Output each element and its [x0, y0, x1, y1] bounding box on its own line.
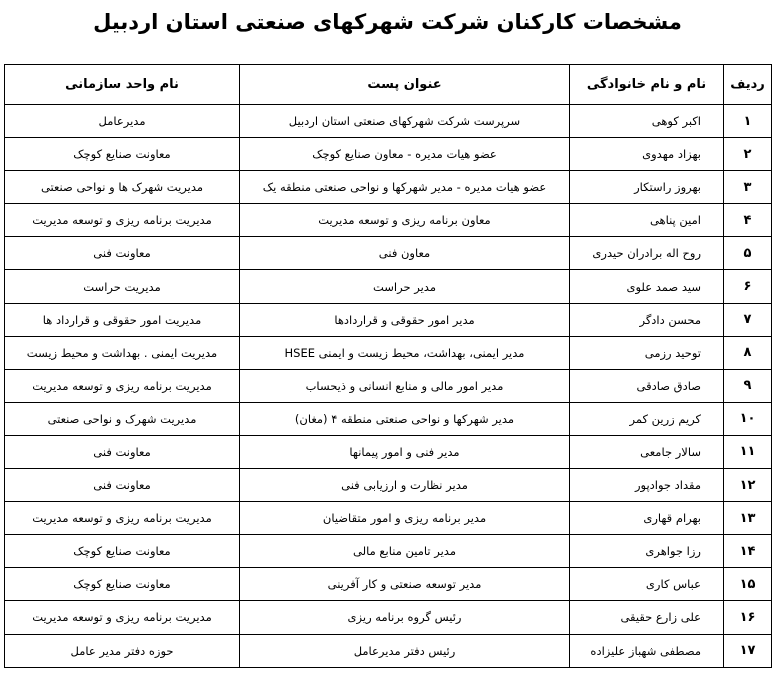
page-title: مشخصات کارکنان شرکت شهرکهای صنعتی استان اردبیل	[93, 10, 682, 34]
row-post: مدیر نظارت و ارزیابی فنی	[240, 469, 570, 502]
row-index: ۳	[724, 171, 772, 204]
row-post: مدیر امور حقوقی و قراردادها	[240, 303, 570, 336]
row-index: ۱۰	[724, 402, 772, 435]
row-index: ۲	[724, 138, 772, 171]
row-name: مصطفی شهباز علیزاده	[570, 634, 724, 667]
table-row	[5, 303, 772, 336]
row-post: معاون برنامه ریزی و توسعه مدیریت	[240, 204, 570, 237]
row-unit: معاونت فنی	[5, 435, 240, 468]
row-name: عباس کاری	[570, 568, 724, 601]
row-index: ۱۶	[724, 601, 772, 634]
row-post: عضو هیات مدیره - معاون صنایع کوچک	[240, 138, 570, 171]
header-index: ردیف	[724, 65, 772, 105]
header-unit: نام واحد سازمانی	[5, 65, 240, 105]
table-row	[5, 435, 772, 468]
row-index: ۱۴	[724, 535, 772, 568]
table-row	[5, 105, 772, 138]
row-index: ۱۵	[724, 568, 772, 601]
row-unit: مدیریت برنامه ریزی و توسعه مدیریت	[5, 601, 240, 634]
row-post: معاون فنی	[240, 237, 570, 270]
row-name: بهزاد مهدوی	[570, 138, 724, 171]
row-name: سالار جامعی	[570, 435, 724, 468]
row-post: مدیر برنامه ریزی و امور متقاضیان	[240, 502, 570, 535]
row-unit: مدیریت برنامه ریزی و توسعه مدیریت	[5, 369, 240, 402]
row-unit: مدیرعامل	[5, 105, 240, 138]
row-index: ۱	[724, 105, 772, 138]
row-post: عضو هیات مدیره - مدیر شهرکها و نواحی صنعتی منطقه یک	[240, 171, 570, 204]
row-name: اکبر کوهی	[570, 105, 724, 138]
row-unit: مدیریت برنامه ریزی و توسعه مدیریت	[5, 204, 240, 237]
staff-table	[4, 64, 772, 668]
row-unit: معاونت صنایع کوچک	[5, 535, 240, 568]
row-unit: مدیریت شهرک و نواحی صنعتی	[5, 402, 240, 435]
table-row	[5, 634, 772, 667]
row-unit: مدیریت ایمنی . بهداشت و محیط زیست	[5, 336, 240, 369]
row-name: توحید رزمی	[570, 336, 724, 369]
row-name: بهرام قهاری	[570, 502, 724, 535]
row-unit: مدیریت امور حقوقی و قرارداد ها	[5, 303, 240, 336]
table-row	[5, 402, 772, 435]
table-row	[5, 138, 772, 171]
table-body	[5, 105, 772, 668]
row-index: ۶	[724, 270, 772, 303]
table-row	[5, 469, 772, 502]
row-post: مدیر ایمنی، بهداشت، محیط زیست و ایمنی HSEE	[240, 336, 570, 369]
row-unit: مدیریت برنامه ریزی و توسعه مدیریت	[5, 502, 240, 535]
row-index: ۱۲	[724, 469, 772, 502]
table-row	[5, 204, 772, 237]
row-index: ۱۷	[724, 634, 772, 667]
row-name: محسن دادگر	[570, 303, 724, 336]
row-name: بهروز راستکار	[570, 171, 724, 204]
row-name: مقداد جوادپور	[570, 469, 724, 502]
row-name: سید صمد علوی	[570, 270, 724, 303]
row-post: مدیر تامین منابع مالی	[240, 535, 570, 568]
row-post: مدیر فنی و امور پیمانها	[240, 435, 570, 468]
row-post: مدیر حراست	[240, 270, 570, 303]
row-unit: حوزه دفتر مدیر عامل	[5, 634, 240, 667]
table-header-row	[5, 65, 772, 105]
row-index: ۴	[724, 204, 772, 237]
row-index: ۱۱	[724, 435, 772, 468]
row-post: سرپرست شرکت شهرکهای صنعتی استان اردبیل	[240, 105, 570, 138]
row-name: روح اله برادران حیدری	[570, 237, 724, 270]
row-post: رئیس دفتر مدیرعامل	[240, 634, 570, 667]
table-row	[5, 237, 772, 270]
row-post: رئیس گروه برنامه ریزی	[240, 601, 570, 634]
table-row	[5, 369, 772, 402]
row-name: کریم زرین کمر	[570, 402, 724, 435]
row-index: ۱۳	[724, 502, 772, 535]
row-index: ۷	[724, 303, 772, 336]
row-name: رزا جواهری	[570, 535, 724, 568]
table-row	[5, 535, 772, 568]
row-index: ۵	[724, 237, 772, 270]
row-index: ۹	[724, 369, 772, 402]
row-name: علی زارع حقیقی	[570, 601, 724, 634]
table-row	[5, 336, 772, 369]
table-row	[5, 270, 772, 303]
table-row	[5, 502, 772, 535]
table-row	[5, 171, 772, 204]
row-unit: مدیریت حراست	[5, 270, 240, 303]
table-row	[5, 601, 772, 634]
row-name: صادق صادقی	[570, 369, 724, 402]
row-name: امین پناهی	[570, 204, 724, 237]
header-post: عنوان پست	[240, 65, 570, 105]
row-unit: معاونت فنی	[5, 469, 240, 502]
row-post: مدیر شهرکها و نواحی صنعتی منطقه ۴ (مغان)	[240, 402, 570, 435]
row-post: مدیر توسعه صنعتی و کار آفرینی	[240, 568, 570, 601]
table-row	[5, 568, 772, 601]
row-unit: مدیریت شهرک ها و نواحی صنعتی	[5, 171, 240, 204]
row-unit: معاونت صنایع کوچک	[5, 568, 240, 601]
row-unit: معاونت صنایع کوچک	[5, 138, 240, 171]
row-index: ۸	[724, 336, 772, 369]
header-name: نام و نام خانوادگی	[570, 65, 724, 105]
row-post: مدیر امور مالی و منابع انسانی و ذیحساب	[240, 369, 570, 402]
row-unit: معاونت فنی	[5, 237, 240, 270]
